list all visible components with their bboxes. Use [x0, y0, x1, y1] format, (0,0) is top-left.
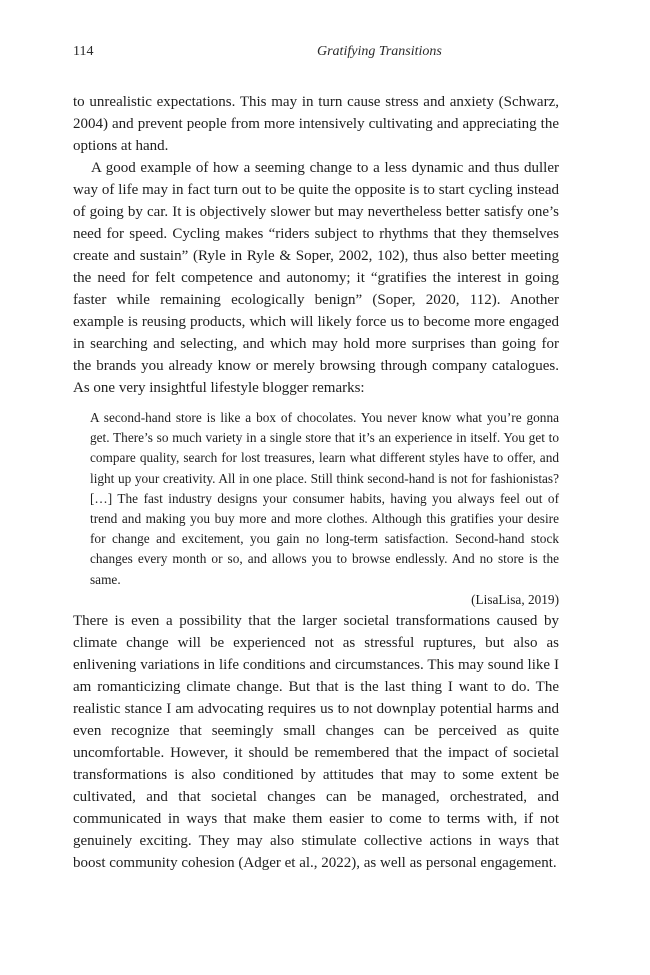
paragraph-societal-transformations: There is even a possibility that the larger societal transformations caused by climate change will be experienced not as stressful ruptures, but also as enlivening variations in life conditions and circumstances. This may sound like I am romanticizing climate change. But that is the last thing I want to do. The realistic stance I am advocating requires us to not downplay potential harms and even recognize that seemingly small changes can be perceived as quite uncomfortable. However, it should be remembered that the impact of societal transformations is also conditioned by attitudes that may to some extent be cultivated, and that societal changes can be managed, orchestrated, and communicated in ways that make them easier to come to terms with, if not genuinely exciting. They may also stimulate collective actions in ways that boost community cohesion (Adger et al., 2022), as well as personal engagement.: [73, 613, 559, 872]
paragraph-continuation: to unrealistic expectations. This may in turn cause stress and anxiety (Schwarz, 2004) and prevent people from more intensively cultivating and appreciating the options at hand.: [73, 94, 559, 154]
blockquote: [90, 408, 559, 610]
blockquote-citation: (LisaLisa, 2019): [471, 591, 559, 607]
running-head: [73, 44, 559, 66]
book-page: [73, 44, 559, 874]
blockquote-text: A second-hand store is like a box of chocolates. You never know what you’re gonna get. There’s so much variety in a single store that it’s an experience in itself. You get to compare quality, search for lost treasures, learn what different styles have to offer, and light up your creativity. All in one place. Still think second-hand is not for fashionistas? […] The fast industry designs your consumer habits, having you always feel out of trend and making you buy more and more clothes. Although this gratifies your desire for change and excitement, you gain no long-term satisfaction. Second-hand stock changes every month or so, and allows you to browse endlessly. And no store is the same.: [90, 410, 559, 587]
page-number: 114: [73, 44, 94, 59]
body-text: [73, 91, 559, 874]
paragraph-cycling-example: A good example of how a seeming change to a less dynamic and thus duller way of life may in fact turn out to be quite the opposite is to start cycling instead of going by car. It is objectively slower but may nevertheless better satisfy one’s need for speed. Cycling makes “riders subject to rhythms that they themselves create and sustain” (Ryle in Ryle & Soper, 2002, 102), thus also better meeting the need for felt competence and autonomy; it “gratifies the interest in going faster while remaining ecologically benign” (Soper, 2020, 112). Another example is reusing products, which will likely force us to become more engaged in searching and selecting, and which may hold more surprises than going for the brands you already know or merely browsing through company catalogues. As one very insightful lifestyle blogger remarks:: [73, 160, 559, 396]
running-title: Gratifying Transitions: [317, 44, 442, 59]
